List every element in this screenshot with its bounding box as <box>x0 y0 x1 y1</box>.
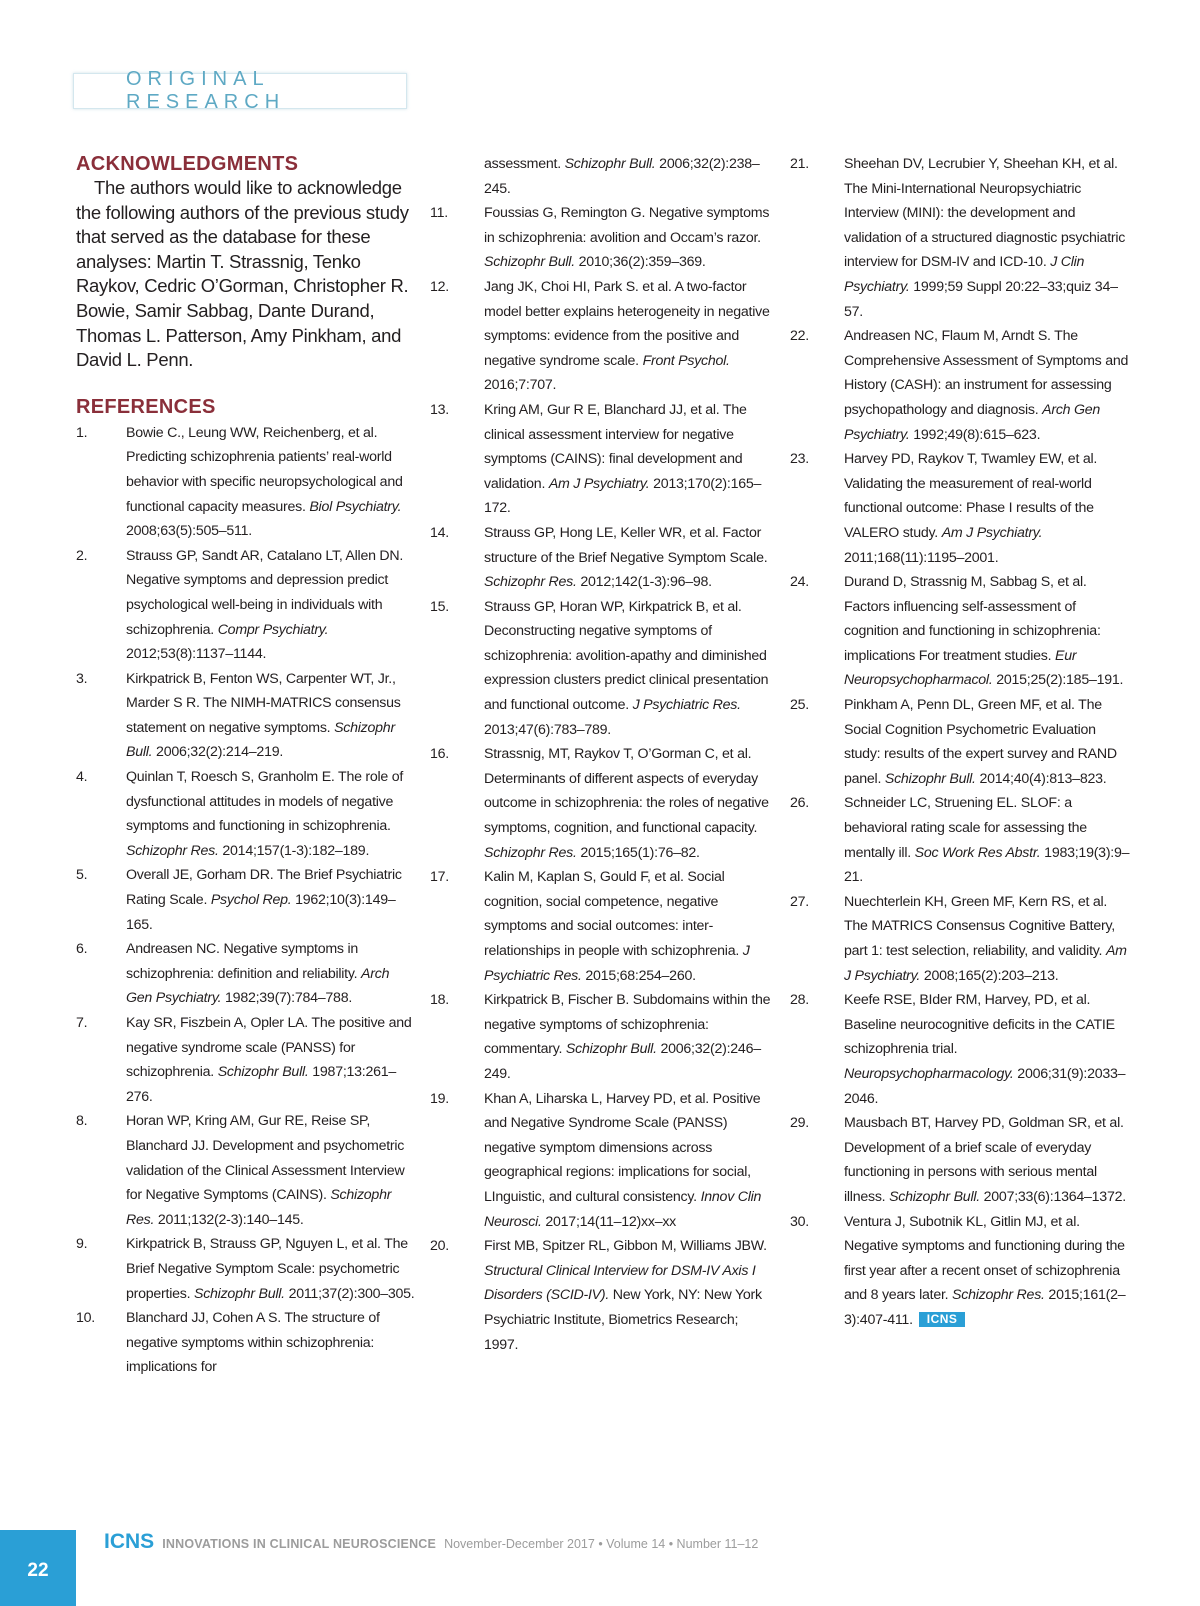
end-mark-badge: ICNS <box>919 1312 966 1327</box>
reference-item: 7. Kay SR, Fiszbein A, Opler LA. The positive and negative syndrome scale (PANSS) for schizophrenia. Schizophr Bull. 1987;13:261–276. <box>76 1015 412 1105</box>
reference-item: 26. Schneider LC, Struening EL. SLOF: a behavioral rating scale for assessing the mentally ill. Soc Work Res Abstr. 1983;19(3):9–21. <box>790 795 1130 886</box>
column-2 <box>430 152 776 1357</box>
reference-item: 27. Nuechterlein KH, Green MF, Kern RS, et al. The MATRICS Consensus Cognitive Battery, part 1: test selection, reliability, and validity. Am J Psychiatry. 2008;165(2):203–213. <box>790 893 1127 984</box>
reference-item: 10. Blanchard JJ, Cohen A S. The structure of negative symptoms within schizophrenia: implications for <box>76 1310 380 1376</box>
reference-item: 28. Keefe RSE, BIder RM, Harvey, PD, et al. Baseline neurocognitive deficits in the CATIE schizophrenia trial. Neuropsychopharmacology. 2006;31(9):2033–2046. <box>790 992 1126 1107</box>
reference-item: 22. Andreasen NC, Flaum M, Arndt S. The Comprehensive Assessment of Symptoms and History (CASH): an instrument for assessing psychopathology and diagnosis. Arch Gen Psychiatry. 1992;49(8):615–623. <box>790 328 1129 443</box>
reference-list <box>430 152 776 1357</box>
issue-info: November-December 2017 • Volume 14 • Number 11–12 <box>444 1537 759 1551</box>
page-footer <box>0 1530 1200 1606</box>
section-banner <box>73 68 407 113</box>
reference-item: 6. Andreasen NC. Negative symptoms in schizophrenia: definition and reliability. Arch Gen Psychiatry. 1982;39(7):784–788. <box>76 941 390 1007</box>
references-heading: REFERENCES <box>76 395 216 418</box>
reference-item: 1. Bowie C., Leung WW, Reichenberg, et al. Predicting schizophrenia patients’ real-world behavior with specific neuropsychological and functional capacity measures. Biol Psychiatry. 2008;63(5):505–511. <box>76 424 403 540</box>
page-number: 22 <box>0 1530 76 1606</box>
reference-item: 16. Strassnig, MT, Raykov T, O’Gorman C, et al. Determinants of different aspects of everyday outcome in schizophrenia: the roles of negative symptoms, cognition, and functional capacity. Schizophr Res. 2015;165(1):76–82. <box>430 746 769 861</box>
reference-item: 23. Harvey PD, Raykov T, Twamley EW, et al. Validating the measurement of real-world functional outcome: Phase I results of the VALERO study. Am J Psychiatry. 2011;168(11):1195–2001. <box>790 451 1098 566</box>
reference-item: 25. Pinkham A, Penn DL, Green MF, et al. The Social Cognition Psychometric Evaluation study: results of the expert survey and RAND panel. Schizophr Bull. 2014;40(4):813–823. <box>790 697 1117 787</box>
reference-item: 20. First MB, Spitzer RL, Gibbon M, Williams JBW. Structural Clinical Interview for DSM-IV Axis I Disorders (SCID-IV). New York, NY: New York Psychiatric Institute, Biometrics Research; 1997. <box>430 1238 767 1353</box>
reference-item: 3. Kirkpatrick B, Fenton WS, Carpenter WT, Jr., Marder S R. The NIMH-MATRICS consensus statement on negative symptoms. Schizophr Bull. 2006;32(2):214–219. <box>76 670 401 761</box>
footer-running-line <box>104 1530 758 1554</box>
reference-item: 14. Strauss GP, Hong LE, Keller WR, et al. Factor structure of the Brief Negative Symptom Scale. Schizophr Res. 2012;142(1-3):96–98. <box>430 524 768 591</box>
reference-item: 12. Jang JK, Choi HI, Park S. et al. A two-factor model better explains heterogeneity in negative symptoms: evidence from the positive and negative syndrome scale. Front Psychol. 2016;7:707. <box>430 278 770 394</box>
reference-item: 5. Overall JE, Gorham DR. The Brief Psychiatric Rating Scale. Psychol Rep. 1962;10(3):149–165. <box>76 867 402 933</box>
reference-item: 2. Strauss GP, Sandt AR, Catalano LT, Allen DN. Negative symptoms and depression predict psychological well-being in individuals with schizophrenia. Compr Psychiatry. 2012;53(8):1137–1144. <box>76 547 404 663</box>
reference-item: 9. Kirkpatrick B, Strauss GP, Nguyen L, et al. The Brief Negative Symptom Scale: psychometric properties. Schizophr Bull. 2011;37(2):300–305. <box>76 1236 415 1302</box>
reference-item: 21. Sheehan DV, Lecrubier Y, Sheehan KH, et al. The Mini-International Neuropsychiatric Interview (MINI): the development and validation of a structured diagnostic psychiatric interview for DSM-IV and ICD-10. J Clin Psychiatry. 1999;59 Suppl 20:22–33;quiz 34–57. <box>790 156 1126 320</box>
reference-item: 29. Mausbach BT, Harvey PD, Goldman SR, et al. Development of a brief scale of everyday functioning in persons with serious mental illness. Schizophr Bull. 2007;33(6):1364–1372. <box>790 1115 1126 1205</box>
journal-logo: ICNS <box>104 1530 155 1553</box>
reference-item: 17. Kalin M, Kaplan S, Gould F, et al. Social cognition, social competence, negative symptoms and social outcomes: inter-relationships in people with schizophrenia. J Psychiatric Res. 2015;68:254–260. <box>430 869 750 984</box>
acknowledgments-heading: ACKNOWLEDGMENTS <box>76 153 299 175</box>
reference-item: 4. Quinlan T, Roesch S, Granholm E. The role of dysfunctional attitudes in models of negative symptoms and functioning in schizophrenia. Schizophr Res. 2014;157(1-3):182–189. <box>76 769 404 859</box>
reference-item: 15. Strauss GP, Horan WP, Kirkpatrick B, et al. Deconstructing negative symptoms of schizophrenia: avolition-apathy and diminished expression clusters predict clinical presentation and functional outcome. J Psychiatric Res. 2013;47(6):783–789. <box>430 598 769 738</box>
reference-item: 13. Kring AM, Gur R E, Blanchard JJ, et al. The clinical assessment interview for negative symptoms (CAINS): final development and validation. Am J Psychiatry. 2013;170(2):165–172. <box>430 401 762 517</box>
reference-item: 19. Khan A, Liharska L, Harvey PD, et al. Positive and Negative Syndrome Scale (PANSS) negative symptom dimensions across geographical regions: implications for social, LInguistic, and cultural consistency. Innov Clin Neurosci. 2017;14(11–12)xx–xx <box>430 1090 762 1230</box>
reference-item: 18. Kirkpatrick B, Fischer B. Subdomains within the negative symptoms of schizophrenia: commentary. Schizophr Bull. 2006;32(2):246–249. <box>430 992 771 1082</box>
column-1 <box>76 152 416 1380</box>
section-banner-label: ORIGINAL RESEARCH <box>126 68 286 113</box>
acknowledgments-text: The authors would like to acknowledge the following authors of the previous study that served as the database for these analyses: Martin T. Strassnig, Tenko Raykov, Cedric O’Gorman, Christopher R. Bowie, Samir Sabbag, Dante Durand, Thomas L. Patterson, Amy Pinkham, and David L. Penn. <box>76 177 409 371</box>
journal-name: INNOVATIONS IN CLINICAL NEUROSCIENCE <box>162 1537 437 1551</box>
reference-list <box>790 152 1130 1333</box>
reference-item-continued: assessment. Schizophr Bull. 2006;32(2):238–245. <box>484 156 760 197</box>
reference-item: 24. Durand D, Strassnig M, Sabbag S, et al. Factors influencing self-assessment of cognition and functioning in schizophrenia: implications For treatment studies. Eur Neuropsychopharmacol. 2015;25(2):185–191. <box>790 574 1124 689</box>
reference-item: 30. Ventura J, Subotnik KL, Gitlin MJ, et al. Negative symptoms and functioning during the first year after a recent onset of schizophrenia and 8 years later. Schizophr Res. 2015;161(2–3):407-411. ICNS <box>790 1213 1126 1328</box>
column-3 <box>790 152 1130 1333</box>
reference-item: 11. Foussias G, Remington G. Negative symptoms in schizophrenia: avolition and Occam’s razor. Schizophr Bull. 2010;36(2):359–369. <box>430 205 770 271</box>
reference-list <box>76 421 416 1380</box>
reference-item: 8. Horan WP, Kring AM, Gur RE, Reise SP, Blanchard JJ. Development and psychometric validation of the Clinical Assessment Interview for Negative Symptoms (CAINS). Schizophr Res. 2011;132(2-3):140–145. <box>76 1113 405 1228</box>
